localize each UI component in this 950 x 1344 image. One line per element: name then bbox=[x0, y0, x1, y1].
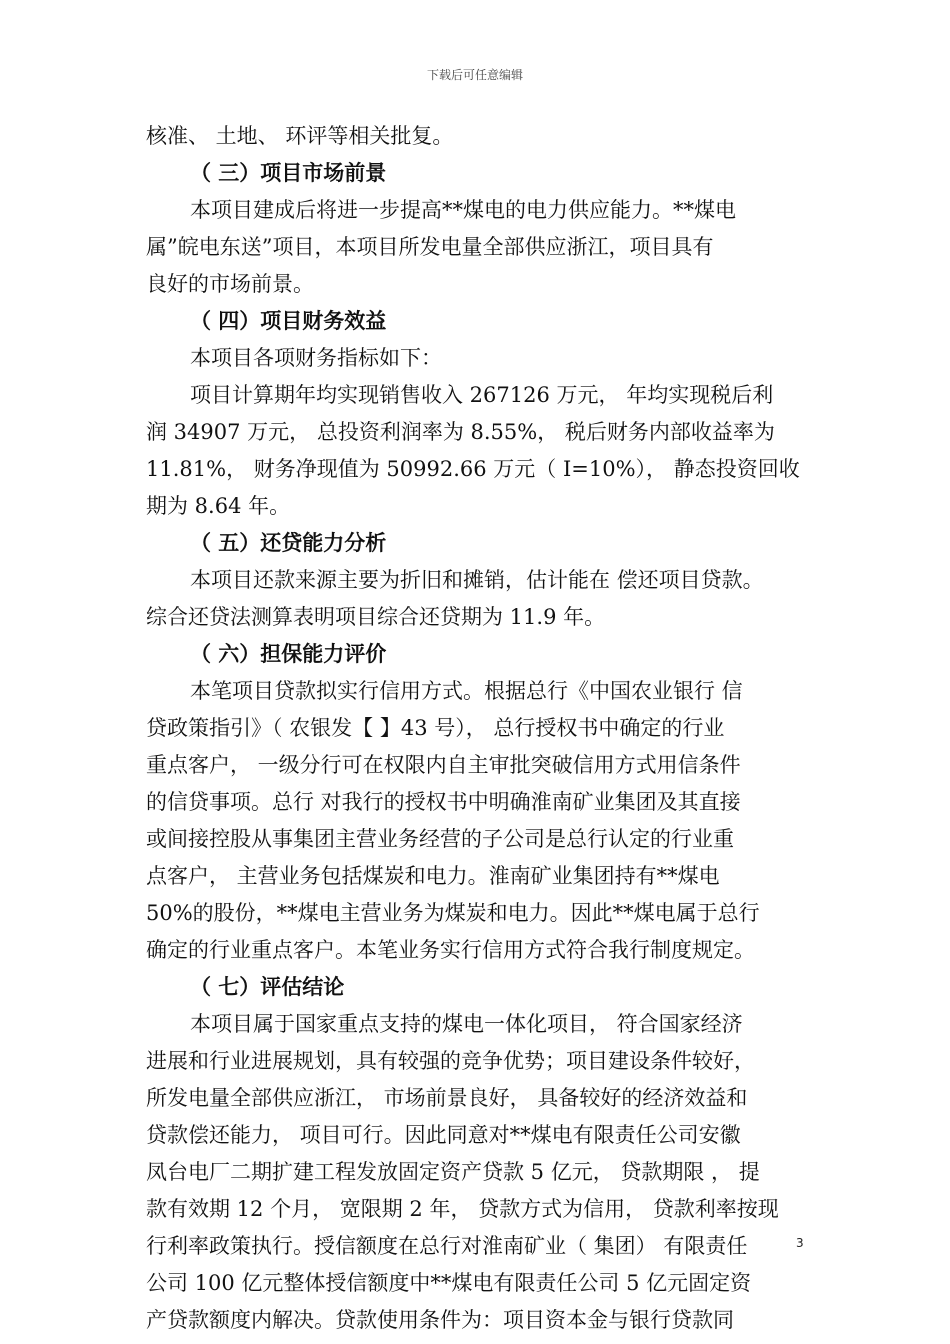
paragraph-line: 凤台电厂二期扩建工程发放固定资产贷款 5 亿元， 贷款期限 ， 提 bbox=[146, 1160, 760, 1184]
section-heading: （ 七）评估结论 bbox=[190, 975, 345, 999]
paragraph-line: 行利率政策执行。授信额度在总行对淮南矿业（ 集团） 有限责任 bbox=[146, 1234, 748, 1258]
paragraph-line: 所发电量全部供应浙江， 市场前景良好， 具备较好的经济效益和 bbox=[146, 1086, 748, 1110]
paragraph-line: 重点客户， 一级分行可在权限内自主审批突破信用方式用信条件 bbox=[146, 753, 741, 777]
paragraph-line: 或间接控股从事集团主营业务经营的子公司是总行认定的行业重 bbox=[146, 827, 734, 851]
paragraph-line: 核准、 土地、 环评等相关批复。 bbox=[146, 124, 454, 148]
paragraph-line: 属”皖电东送”项目，本项目所发电量全部供应浙江，项目具有 bbox=[146, 235, 714, 259]
section-heading: （ 五）还贷能力分析 bbox=[190, 531, 387, 555]
paragraph-line: 期为 8.64 年。 bbox=[146, 494, 291, 518]
paragraph-line: 本项目建成后将进一步提高**煤电的电力供应能力。**煤电 bbox=[190, 198, 736, 222]
paragraph-line: 本项目各项财务指标如下： bbox=[190, 346, 442, 370]
page-number: 3 bbox=[796, 1236, 804, 1250]
paragraph-line: 综合还贷法测算表明项目综合还贷期为 11.9 年。 bbox=[146, 605, 606, 629]
document-body bbox=[146, 118, 820, 1339]
section-heading: （ 六）担保能力评价 bbox=[190, 642, 387, 666]
paragraph-line: 本笔项目贷款拟实行信用方式。根据总行《中国农业银行 信 bbox=[190, 679, 743, 703]
page-header: 下载后可任意编辑 bbox=[426, 68, 523, 82]
paragraph-line: 本项目属于国家重点支持的煤电一体化项目， 符合国家经济 bbox=[190, 1012, 743, 1036]
paragraph-line: 贷款偿还能力， 项目可行。因此同意对**煤电有限责任公司安徽 bbox=[146, 1123, 741, 1147]
paragraph-line: 公司 100 亿元整体授信额度中**煤电有限责任公司 5 亿元固定资 bbox=[146, 1271, 752, 1295]
paragraph-line: 本项目还款来源主要为折旧和摊销，估计能在 偿还项目贷款。 bbox=[190, 568, 764, 592]
section-heading: （ 四）项目财务效益 bbox=[190, 309, 387, 333]
paragraph-line: 良好的市场前景。 bbox=[146, 272, 314, 296]
paragraph-line: 点客户， 主营业务包括煤炭和电力。淮南矿业集团持有**煤电 bbox=[146, 864, 720, 888]
paragraph-line: 润 34907 万元， 总投资利润率为 8.55%， 税后财务内部收益率为 bbox=[146, 420, 775, 444]
paragraph-line: 款有效期 12 个月， 宽限期 2 年， 贷款方式为信用， 贷款利率按现 bbox=[146, 1197, 779, 1221]
paragraph-line: 贷政策指引》（ 农银发【 】43 号）， 总行授权书中确定的行业 bbox=[146, 716, 725, 740]
paragraph-line: 产贷款额度内解决。贷款使用条件为：项目资本金与银行贷款同 bbox=[146, 1308, 734, 1332]
paragraph-line: 11.81%， 财务净现值为 50992.66 万元（ I=10%）， 静态投资回收 bbox=[146, 457, 800, 481]
paragraph-line: 确定的行业重点客户。本笔业务实行信用方式符合我行制度规定。 bbox=[146, 938, 755, 962]
paragraph-line: 50%的股份，**煤电主营业务为煤炭和电力。因此**煤电属于总行 bbox=[146, 901, 760, 925]
paragraph-line: 的信贷事项。总行 对我行的授权书中明确淮南矿业集团及其直接 bbox=[146, 790, 741, 814]
section-heading: （ 三）项目市场前景 bbox=[190, 161, 387, 185]
paragraph-line: 项目计算期年均实现销售收入 267126 万元， 年均实现税后利 bbox=[190, 383, 774, 407]
paragraph-line: 进展和行业进展规划，具有较强的竞争优势；项目建设条件较好， bbox=[146, 1049, 755, 1073]
